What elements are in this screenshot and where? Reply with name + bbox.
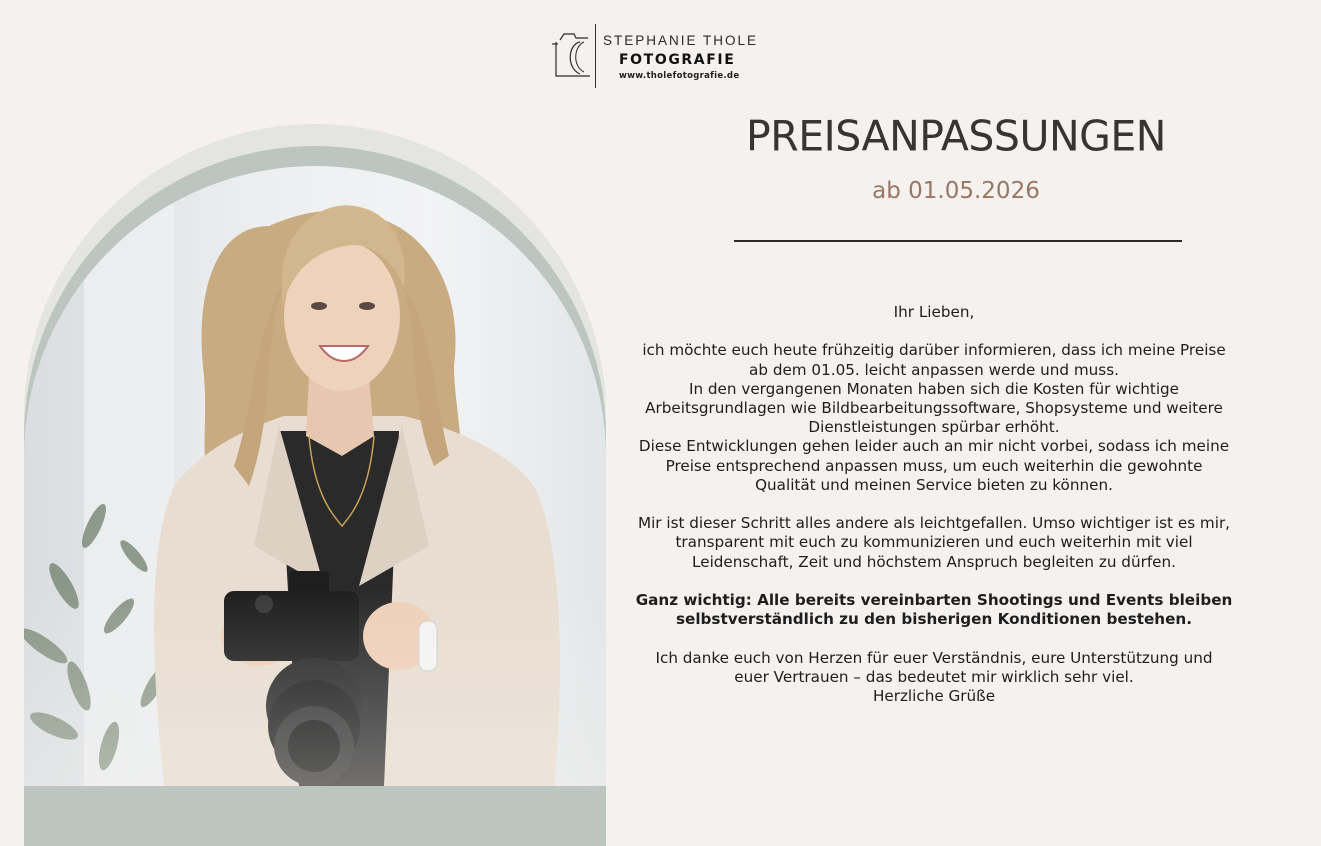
letter-line: Diese Entwicklungen gehen leider auch an mir nicht vorbei, sodass ich meine	[638, 437, 1230, 456]
announcement-letter	[626, 303, 1242, 706]
page-title: PREISANPASSUNGEN	[746, 111, 1166, 161]
logo-title: FOTOGRAFIE	[619, 52, 736, 68]
letter-line: ich möchte euch heute frühzeitig darüber informieren, dass ich meine Preise	[642, 341, 1226, 360]
divider-line	[734, 240, 1182, 242]
effective-date: ab 01.05.2026	[872, 178, 1040, 204]
logo-divider	[595, 24, 596, 88]
greeting: Ihr Lieben,	[893, 303, 975, 321]
logo-url: www.tholefotografie.de	[619, 71, 740, 81]
letter-line: Ich danke euch von Herzen für euer Verständnis, eure Unterstützung und	[655, 648, 1213, 667]
letter-line: In den vergangenen Monaten haben sich die Kosten für wichtige	[688, 379, 1180, 398]
important-note-line: Ganz wichtig: Alle bereits vereinbarten Shootings und Events bleiben	[635, 591, 1233, 609]
important-note-line: selbstverständlich zu den bisherigen Konditionen bestehen.	[676, 610, 1192, 629]
letter-line: Mir ist dieser Schritt alles andere als leichtgefallen. Umso wichtiger ist es mir,	[637, 514, 1231, 533]
letter-line: Qualität und meinen Service bieten zu können.	[755, 475, 1113, 494]
closing: Herzliche Grüße	[872, 687, 996, 705]
portrait-photo	[24, 166, 606, 786]
brand-logo	[550, 22, 790, 90]
logo-name: STEPHANIE THOLE	[603, 33, 759, 48]
letter-line: euer Vertrauen – das bedeutet mir wirklich sehr viel.	[734, 667, 1134, 686]
camera-outline-icon	[550, 30, 592, 82]
letter-line: transparent mit euch zu kommunizieren und euch weiterhin mit viel	[675, 533, 1193, 552]
letter-line: Preise entsprechend anpassen muss, um euch weiterhin die gewohnte	[665, 456, 1203, 475]
letter-line: ab dem 01.05. leicht anpassen werde und muss.	[749, 360, 1119, 379]
portrait-illustration	[24, 166, 606, 786]
letter-line: Arbeitsgrundlagen wie Bildbearbeitungssoftware, Shopsysteme und weitere	[645, 399, 1223, 417]
letter-line: Dienstleistungen spürbar erhöht.	[808, 418, 1060, 437]
letter-line: Leidenschaft, Zeit und höchstem Anspruch begleiten zu dürfen.	[692, 552, 1176, 571]
